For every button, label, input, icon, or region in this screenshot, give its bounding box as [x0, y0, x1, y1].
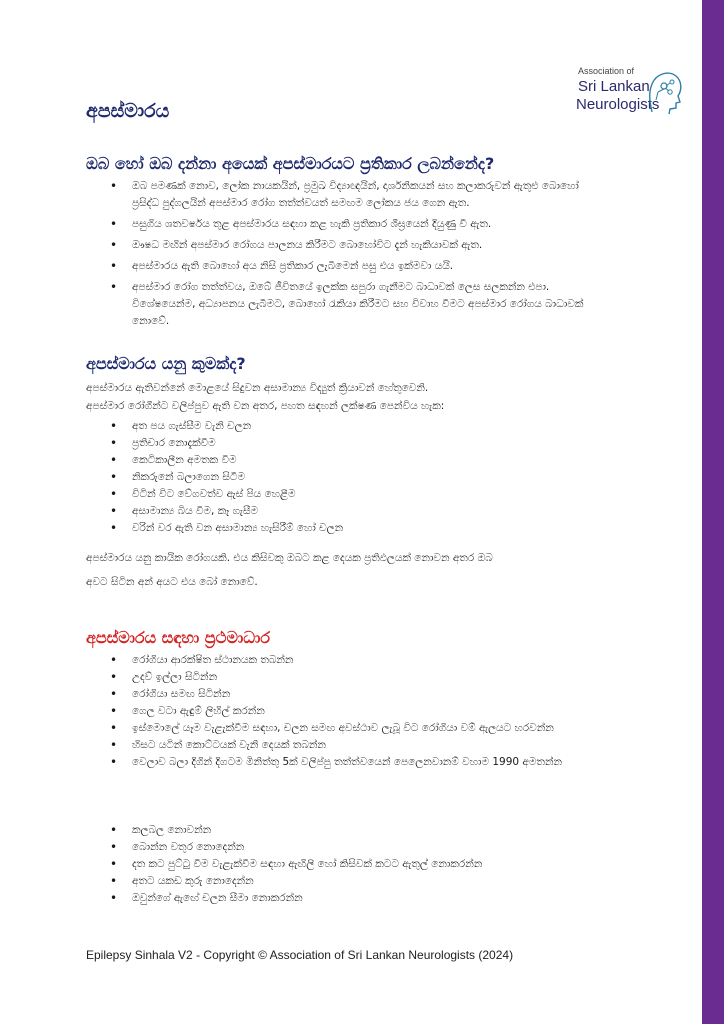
list-item: • අපස්මාරය ඇති බොහෝ අය නිසි ප්‍රතිකාර ලැබීමෙන් පසු එය ඉක්මවා යයි.	[104, 258, 604, 275]
list-item: • අසාමාන්‍ය බිය වීම, කෑ ගැසීම	[104, 503, 604, 520]
list-item: • ඉස්මොලේ යෑම වැළැක්වීම සඳහා, චලන සමඟ අවස්ථාව ලැබූ විට රෝගියා වම් ඇලයට හරවන්න	[104, 720, 604, 737]
list-item: • බොන්න වතුර නොදෙන්න	[104, 839, 604, 856]
list-item: • ඖෂධ මඟින් අපස්මාර රෝගය පාලනය කිරීමට බොහෝවිට දැන් හැකියාවක් ඇත.	[104, 237, 604, 254]
list-item: • අත පය ගැස්සීම වැනි චලන	[104, 418, 604, 435]
page-title: අපස්මාරය	[86, 100, 170, 122]
section2-symptom-list	[104, 418, 604, 537]
association-logo	[568, 66, 684, 124]
section2-outro-1: අපස්මාරය යනු කායික රෝගයකි. එය කිසිවකු ඔබට කළ දෙයක ප්‍රතිඵලයක් නොවන අතර ඔබ	[86, 552, 493, 564]
list-item: • ඔබ පමණක් නොව, ලෝක නායකයින්, ප්‍රමුඛ විද්‍යාඥයින්, දාර්ශනිකයන් සහ කලාකරුවන් ඇතුළු බොහෝ ප්‍රසිද්ධ පුද්ගලයින් අපස්මාර රෝග තත්ත්වයත් සමඟම ලෝකය ජය ගෙන ඇත.	[104, 178, 604, 212]
brain-head-icon	[644, 68, 684, 116]
list-item: • කෙටිකාලීන අමතක වීම	[104, 452, 604, 469]
page-footer: Epilepsy Sinhala V2 - Copyright © Association of Sri Lankan Neurologists (2024)	[86, 948, 514, 962]
logo-text-line2: Neurologists	[576, 96, 660, 113]
list-item: • රෝගියා ආරක්ෂිත ස්ථානයක තබන්න	[104, 652, 604, 669]
first-aid-do-list	[104, 652, 604, 771]
right-accent-bar	[702, 0, 724, 1024]
section2-heading: අපස්මාරය යනු කුමක්ද?	[86, 354, 246, 373]
list-item: • නිකරුනේ බලාගෙන සිටීම	[104, 469, 604, 486]
list-item: • ඔවුන්ගේ ඇඟේ චලන සීමා නොකරන්න	[104, 890, 604, 907]
section3-heading: අපස්මාරය සඳහා ප්‍රථමාධාර	[86, 628, 271, 647]
list-item: • විටින් විට වේගවත්ව ඇස් පිය හෙළීම	[104, 486, 604, 503]
list-item: • වෙලාව බලා දිගින් දිගටම මිනිත්තු 5ක් වලිප්පු තත්ත්වයෙන් පෙලෙනවානම් වහාම 1990 අමතන්න	[104, 754, 604, 771]
list-item: • අපස්මාර රෝග තත්ත්වය, ඔබේ ජීවිතයේ ඉලක්ක සපුරා ගැනීමට බාධාවක් ලෙස සලකන්න එපා. විශේෂයෙන්ම, අධ්‍යාපනය ලැබීමට, බොහෝ රැකියා කිරීමට සහ විවාහ වීමට අපස්මාර රෝගය බාධාවක් නොවේ.	[104, 279, 604, 330]
list-item: • උදව් ඉල්ලා සිටින්න	[104, 669, 604, 686]
list-item: • කලබල නොවන්න	[104, 822, 604, 839]
section2-intro-2: අපස්මාර රෝගීන්ට වලිප්පුව ඇති වන අතර, පහත සඳහන් ලක්ෂණ පෙන්විය හැක:	[86, 400, 445, 412]
list-item: • ගෙල වටා ඇඳුම් ලිහිල් කරන්න	[104, 703, 604, 720]
list-item: • පසුගිය ශතවර්ෂය තුළ අපස්මාරය සඳහා කළ හැකි ප්‍රතිකාර ශීඝ්‍රයෙන් දියුණු වී ඇත.	[104, 216, 604, 233]
logo-text-small: Association of	[578, 66, 635, 76]
first-aid-dont-list	[104, 822, 604, 907]
list-item: • දත කට පුට්ටු වීම වැළැක්වීම සඳහා ඇඟිලි හෝ කිසිවක් කටට ඇතුල් නොකරන්න	[104, 856, 604, 873]
section2-outro-2: අවට සිටින අන් අයට එය බෝ නොවේ.	[86, 576, 258, 588]
section2-intro-1: අපස්මාරය ඇතිවන්නේ මොළයේ සිදුවන අසාමාන්‍ය විද්‍යුත් ක්‍රියාවන් හේතුවෙනි.	[86, 382, 429, 394]
list-item: • රෝගියා සමඟ සිටින්න	[104, 686, 604, 703]
list-item: • හිසට යටින් කොට්ටයක් වැනි දෙයක් තබන්න	[104, 737, 604, 754]
list-item: • අතට යකඩ කුරු නොදෙන්න	[104, 873, 604, 890]
logo-text-line1: Sri Lankan	[578, 78, 650, 95]
section1-list	[104, 178, 604, 330]
section1-heading: ඔබ හෝ ඔබ දන්නා අයෙක් අපස්මාරයට ප්‍රතිකාර ලබන්නේද?	[86, 154, 495, 173]
list-item: • ප්‍රතිචාර නොදැක්වීම	[104, 435, 604, 452]
list-item: • වරින් වර ඇති වන අසාමාන්‍ය හැසිරීම් හෝ චලන	[104, 520, 604, 537]
